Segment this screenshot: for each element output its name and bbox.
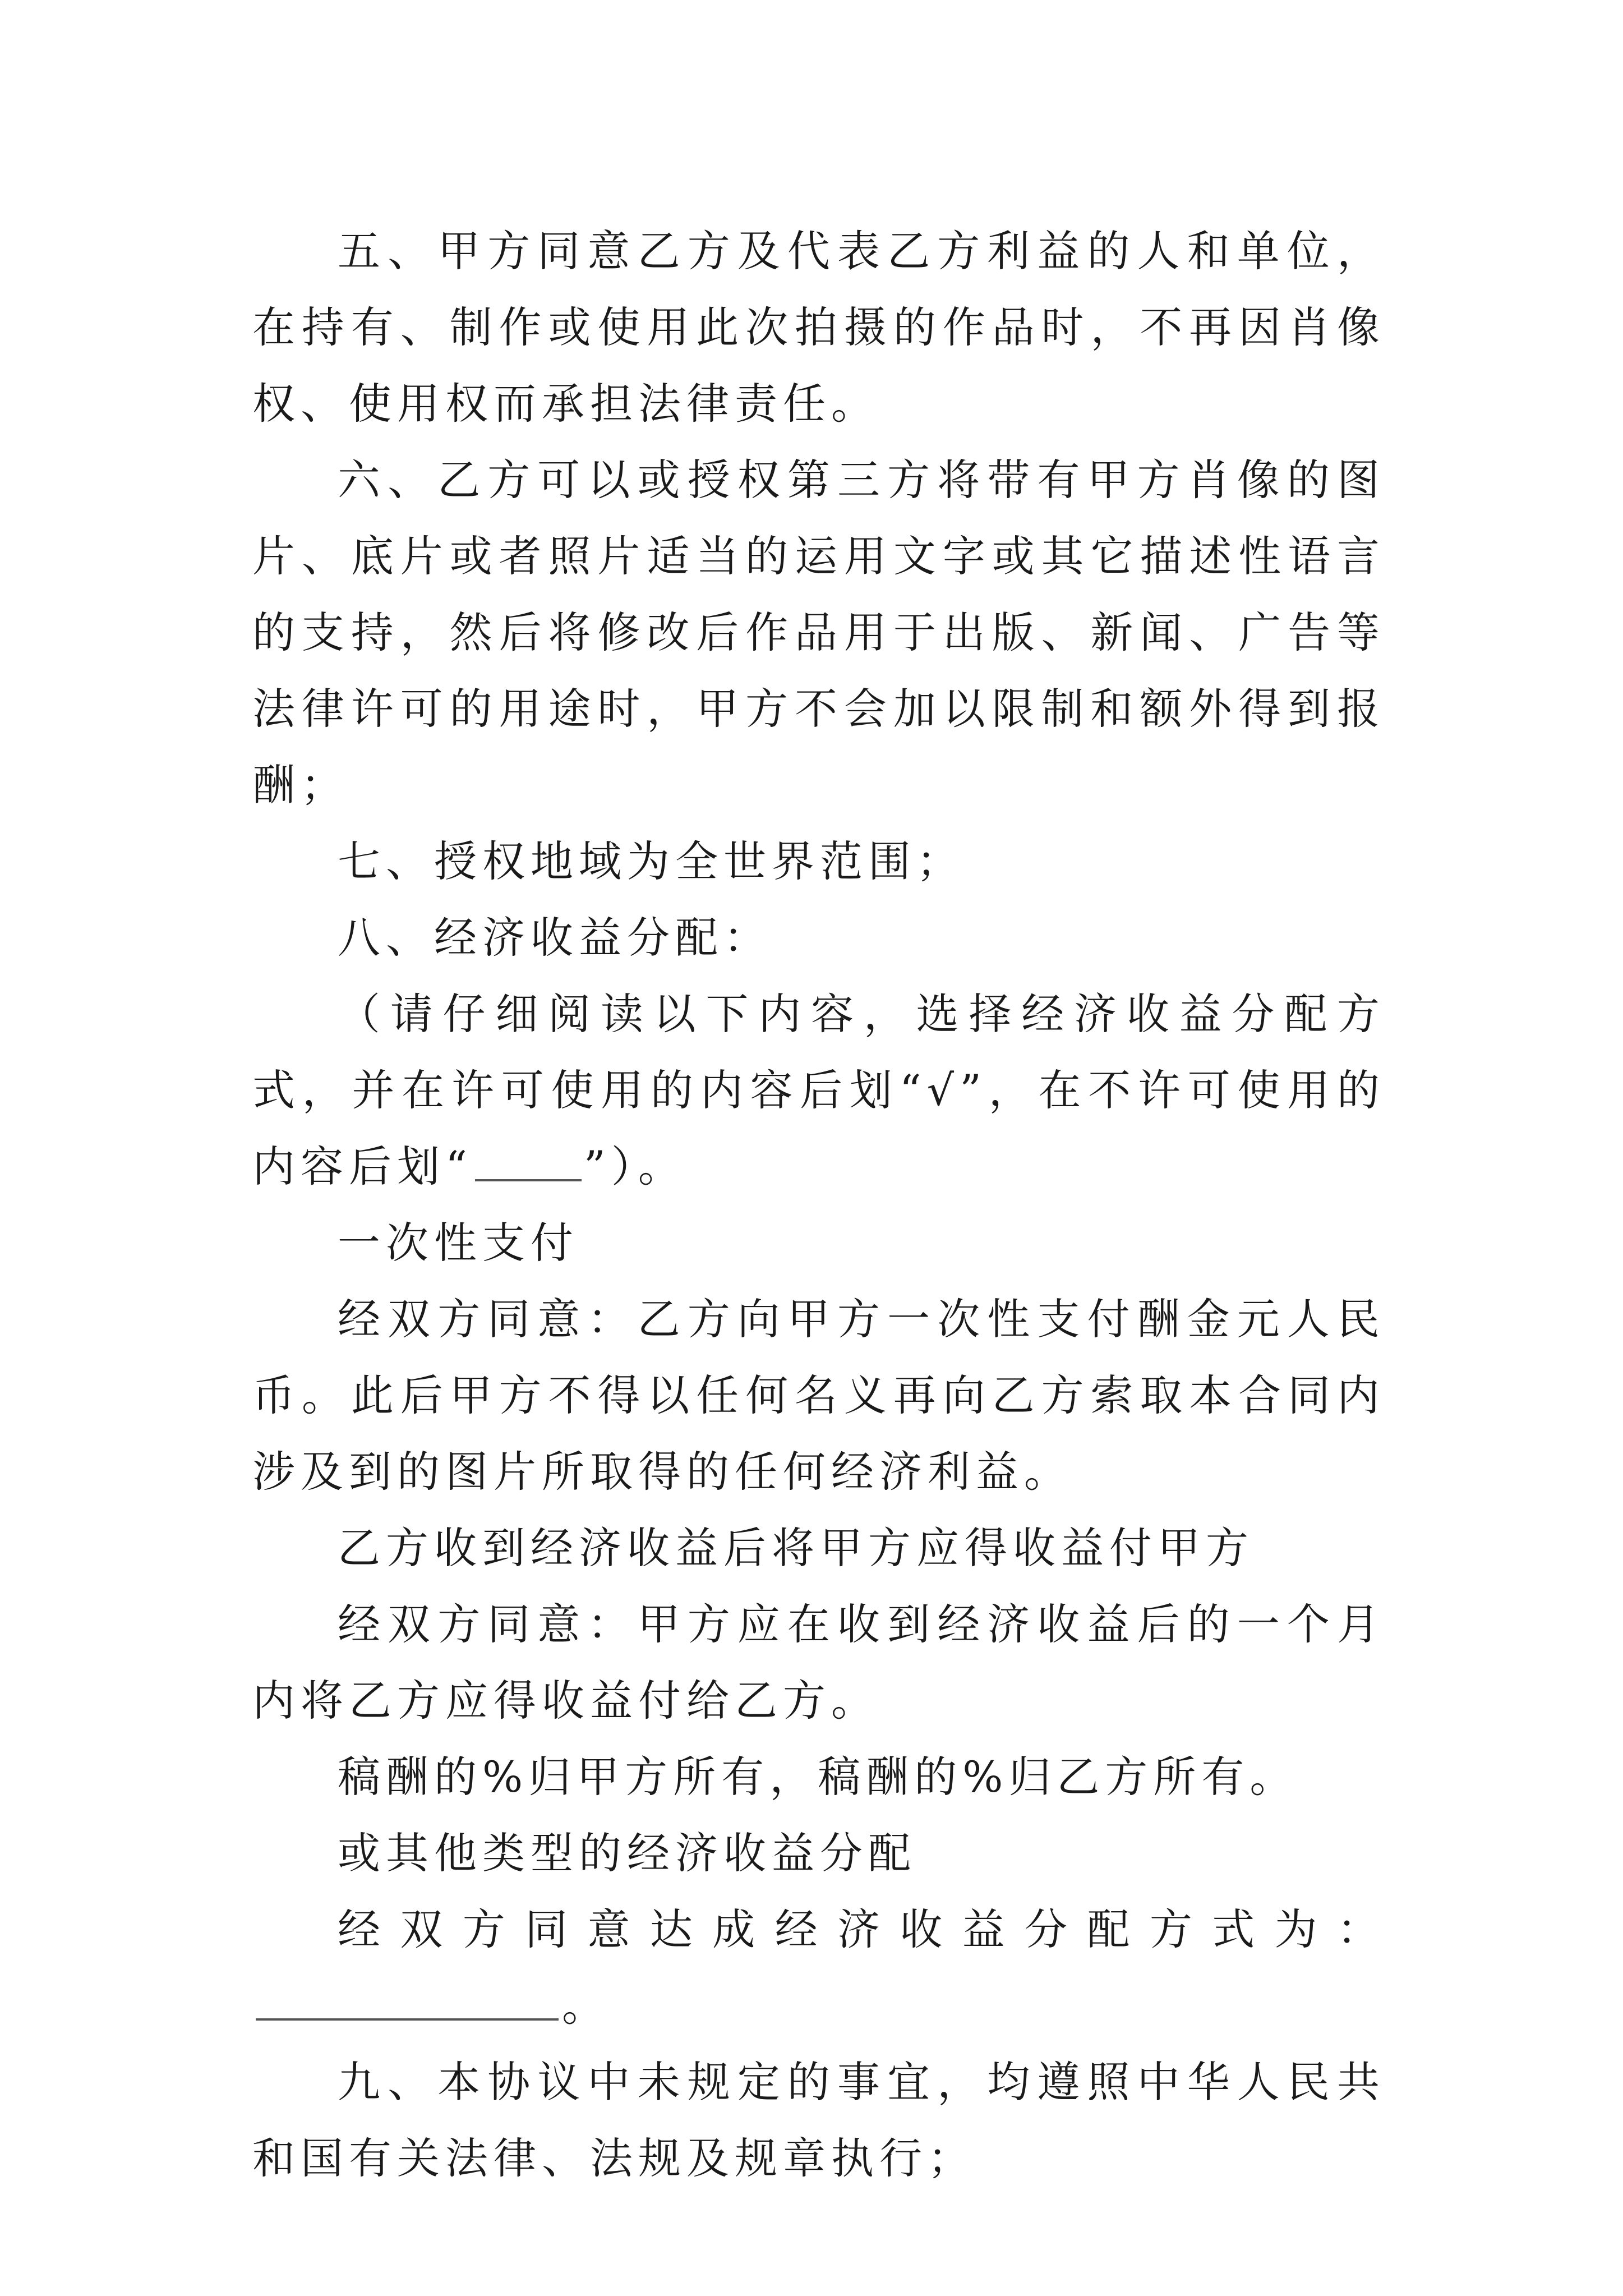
option-3-text-end: 。	[562, 1981, 610, 2031]
clause-6: 六、乙方可以或授权第三方将带有甲方肖像的图片、底片或者照片适当的运用文字或其它描述性语言的支持，然后将修改后作品用于出版、新闻、广告等法律许可的用途时，甲方不会加以限制和额外得到报酬；	[252, 455, 1385, 810]
option-3-text-start: 经双方同意达成经济收益分配方式为：	[338, 1904, 1385, 1954]
document-body	[252, 213, 1385, 2197]
clause-8-note	[252, 976, 1385, 1205]
clause-5: 五、甲方同意乙方及代表乙方利益的人和单位，在持有、制作或使用此次拍摄的作品时，不再因肖像权、使用权而承担法律责任。	[252, 226, 1385, 429]
clause-8-note-end: ”）。	[583, 1142, 686, 1191]
clause-9: 九、本协议中未规定的事宜，均遵照中华人民共和国有关法律、法规及规章执行；	[252, 2057, 1385, 2183]
blank-line	[475, 1140, 582, 1181]
option-3-title: 或其他类型的经济收益分配	[338, 1828, 916, 1878]
option-1-title: 一次性支付	[338, 1218, 579, 1268]
clause-8-note-text: （请仔细阅读以下内容，选择经济收益分配方式，并在许可使用的内容后划“√”，在不许可使用的内容后划“	[252, 989, 1385, 1191]
option-1-text: 经双方同意：乙方向甲方一次性支付酬金元人民币。此后甲方不得以任何名义再向乙方索取本合同内涉及到的图片所取得的任何经济利益。	[252, 1294, 1385, 1497]
option-2-title: 乙方收到经济收益后将甲方应得收益付甲方	[338, 1523, 1254, 1573]
option-3-text	[252, 1892, 1385, 2044]
clause-8: 八、经济收益分配：	[338, 913, 772, 963]
clause-7: 七、授权地域为全世界范围；	[338, 836, 965, 886]
option-2-text: 经双方同意：甲方应在收到经济收益后的一个月内将乙方应得收益付给乙方。	[252, 1599, 1385, 1726]
blank-line	[256, 1979, 559, 2021]
option-2-share: 稿酬的%归甲方所有，稿酬的%归乙方所有。	[338, 1752, 1298, 1802]
